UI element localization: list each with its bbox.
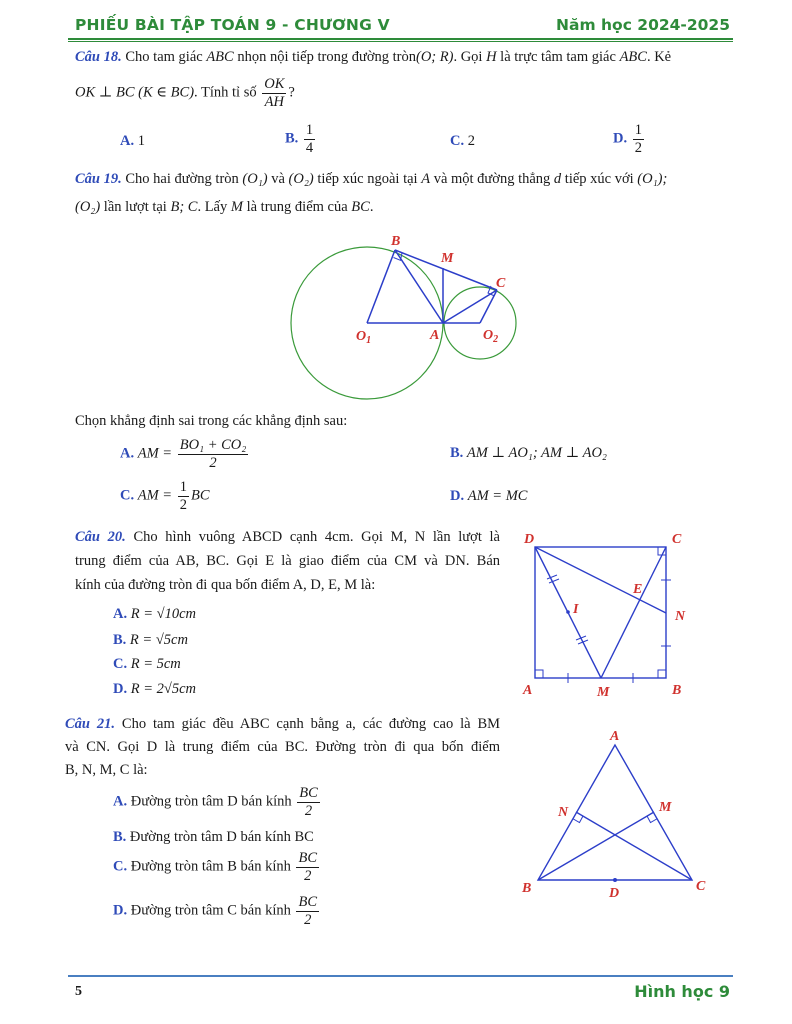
footer-subject: Hình học 9 [634,982,730,1001]
q20-option-d[interactable]: D. R = 2√5cm [113,681,196,697]
q19-label: Câu 19. [75,171,122,187]
q18-line1: Câu 18. Cho tam giác ABC nhọn nội tiếp trong đường tròn(O; R). Gọi H là trực tâm tam giác ABC. Kẻ [75,49,672,65]
point-i [566,610,570,614]
label-a: A [523,683,533,698]
q19-prompt: Chọn khẳng định sai trong các khẳng định sau: [75,413,348,429]
label-a: A [430,328,440,343]
q21-option-d[interactable]: D. Đường tròn tâm C bán kính $\frac{BC}{2}$ [113,894,317,928]
footer-rule [68,975,733,977]
label-m: M [441,251,454,266]
label-i: I [573,602,579,617]
q19-figure [280,225,530,400]
label-m: M [659,800,672,815]
q21-line1: Câu 21. Cho tam giác đều ABC cạnh bằng a, các đường cao là BM [65,716,501,732]
q18-label: Câu 18. [75,49,122,65]
altitude-cn [576,812,692,880]
q21-figure [515,725,715,900]
label-n: N [558,805,569,820]
altitude-bm [538,812,654,880]
right-angle-a [535,670,543,678]
label-e: E [633,582,643,597]
label-o2: $O_2$ [483,328,499,345]
q19-line1: Câu 19. Cho hai đường tròn (O₁) và (O₂) tiếp xúc ngoài tại A và một đường thẳng d tiếp xúc với (O₁); [75,171,668,187]
q18-option-a[interactable]: A. 1 [120,133,145,149]
label-d: D [609,886,620,900]
q18-option-d[interactable]: D. $\frac{1}{2}$ [613,122,642,156]
q18-option-b[interactable]: B. $\frac{1}{4}$ [285,122,314,156]
header-rule-thin [68,41,733,42]
label-n: N [675,609,686,624]
label-c: C [696,879,706,894]
q20-option-b[interactable]: B. R = √5cm [113,632,188,648]
q21-option-c[interactable]: C. Đường tròn tâm B bán kính $\frac{BC}{2}$ [113,850,317,884]
q19-line2: (O₂) lần lượt tại B; C. Lấy M là trung điểm của BC. [75,199,374,215]
q18-option-c[interactable]: C. 2 [450,133,475,149]
q20-option-a[interactable]: A. R = √10cm [113,606,196,622]
segment-b-a [395,250,443,323]
q21-option-b[interactable]: B. Đường tròn tâm D bán kính BC [113,829,314,845]
label-b: B [391,234,401,249]
point-d [613,878,617,882]
square-abcd [535,547,666,678]
q20-line2: trung điểm của AB, BC. Gọi E là giao điểm của CM và DN. Bán [75,553,500,569]
q21-line2: và CN. Gọi D là trung điểm của BC. Đường tròn đi qua bốn điểm [65,739,500,755]
label-c: C [496,276,506,291]
label-b: B [522,881,532,896]
header-title: PHIẾU BÀI TẬP TOÁN 9 - CHƯƠNG V [75,16,390,34]
right-angle-b [658,670,666,678]
segment-o1-b [367,250,395,323]
label-c: C [672,532,682,547]
q20-line3: kính của đường tròn đi qua bốn điểm A, D, E, M là: [75,577,376,593]
q18-line2: OK ⊥ BC (K ∈ BC). Tính tỉ số $\frac{OK}{AH}$ ? [75,76,295,110]
label-o1: $O_1$ [356,329,372,346]
q21-line3: B, N, M, C là: [65,762,148,778]
segment-cm [601,547,666,678]
q20-line1: Câu 20. Cho hình vuông ABCD cạnh 4cm. Gọi M, N lần lượt là [75,529,500,545]
q19-option-a[interactable]: A. AM = $\frac{\text{BO₁ + CO₂}}{2}$ [120,437,247,471]
label-m: M [597,685,610,700]
q18-ratio: $\frac{OK}{AH}$ [264,76,285,110]
page-number: 5 [75,984,82,999]
q20-figure [515,530,695,700]
header-school-year: Năm học 2024-2025 [556,16,730,34]
q19-option-d[interactable]: D. AM = MC [450,488,528,504]
q19-option-c[interactable]: C. AM = $\frac{1}{2}$ BC [120,479,210,513]
segment-dn [535,547,666,613]
q21-option-a[interactable]: A. Đường tròn tâm D bán kính $\frac{BC}{2}$ [113,785,318,819]
label-b: B [672,683,682,698]
tick-marks [547,575,671,683]
header-rule [68,38,733,40]
q19-option-b[interactable]: B. AM ⊥ AO₁; AM ⊥ AO₂ [450,445,607,461]
label-d: D [524,532,535,547]
label-a: A [610,729,620,744]
q20-option-c[interactable]: C. R = 5cm [113,656,181,672]
